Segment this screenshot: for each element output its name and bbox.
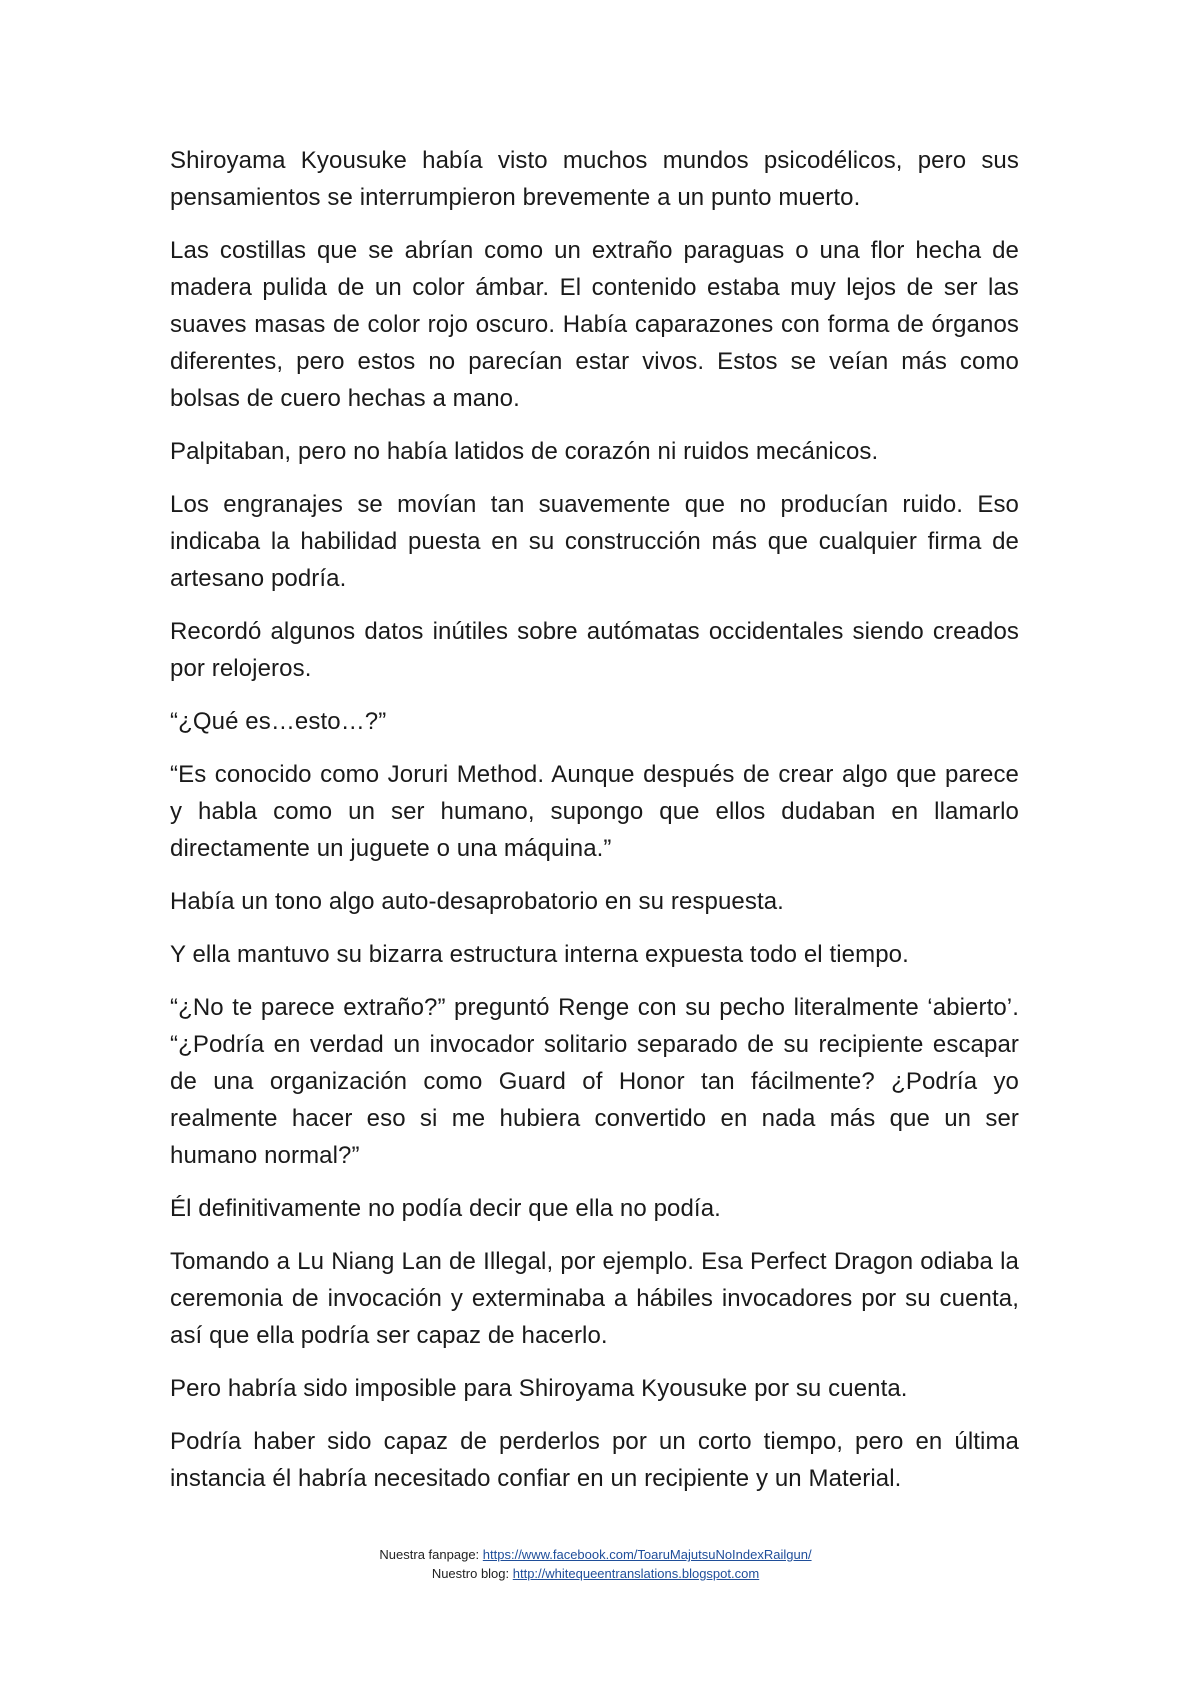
page-footer [0, 1545, 1191, 1583]
footer-blog-label: Nuestro blog: [431, 1566, 513, 1581]
paragraph: Los engranajes se movían tan suavemente que no producían ruido. Eso indicaba la habilidad puesta en su construcción más que cualquier firma de artesano podría. [170, 491, 1019, 592]
footer-fanpage-label: Nuestra fanpage: [379, 1547, 483, 1562]
paragraph: Podría haber sido capaz de perderlos por un corto tiempo, pero en última instancia él habría necesitado confiar en un recipiente y un Material. [170, 1428, 1019, 1492]
paragraph: Y ella mantuvo su bizarra estructura interna expuesta todo el tiempo. [170, 941, 909, 968]
paragraph: Las costillas que se abrían como un extraño paraguas o una flor hecha de madera pulida de un color ámbar. El contenido estaba muy lejos de ser las suaves masas de color rojo oscuro. Había caparazones con forma de órganos diferentes, pero estos no parecían estar vivos. Estos se veían más como bolsas de cuero hechas a mano. [170, 237, 1019, 412]
paragraph: Había un tono algo auto-desaprobatorio en su respuesta. [170, 888, 784, 915]
fanpage-link[interactable]: https://www.facebook.com/ToaruMajutsuNoIndexRailgun/ [482, 1547, 812, 1562]
paragraph: “¿No te parece extraño?” preguntó Renge con su pecho literalmente ‘abierto’. “¿Podría en verdad un invocador solitario separado de su recipiente escapar de una organización como Guard of Honor tan fácilmente? ¿Podría yo realmente hacer eso si me hubiera convertido en nada más que un ser humano normal?” [170, 994, 1019, 1169]
paragraph: Recordó algunos datos inútiles sobre autómatas occidentales siendo creados por relojeros. [170, 618, 1019, 682]
footer-fanpage-line [0, 1545, 1191, 1564]
blog-link[interactable]: http://whitequeentranslations.blogspot.com [512, 1566, 760, 1581]
paragraph: Tomando a Lu Niang Lan de Illegal, por ejemplo. Esa Perfect Dragon odiaba la ceremonia de invocación y exterminaba a hábiles invocadores por su cuenta, así que ella podría ser capaz de hacerlo. [170, 1248, 1019, 1349]
paragraph: Shiroyama Kyousuke había visto muchos mundos psicodélicos, pero sus pensamientos se interrumpieron brevemente a un punto muerto. [170, 147, 1019, 211]
footer-blog-line [0, 1564, 1191, 1583]
paragraph: “Es conocido como Joruri Method. Aunque después de crear algo que parece y habla como un ser humano, supongo que ellos dudaban en llamarlo directamente un juguete o una máquina.” [170, 761, 1019, 862]
paragraph: Palpitaban, pero no había latidos de corazón ni ruidos mecánicos. [170, 438, 879, 465]
paragraph: Pero habría sido imposible para Shiroyama Kyousuke por su cuenta. [170, 1375, 908, 1402]
paragraph: “¿Qué es…esto…?” [170, 708, 387, 735]
body-text [170, 142, 1019, 1513]
paragraph: Él definitivamente no podía decir que ella no podía. [170, 1195, 721, 1222]
